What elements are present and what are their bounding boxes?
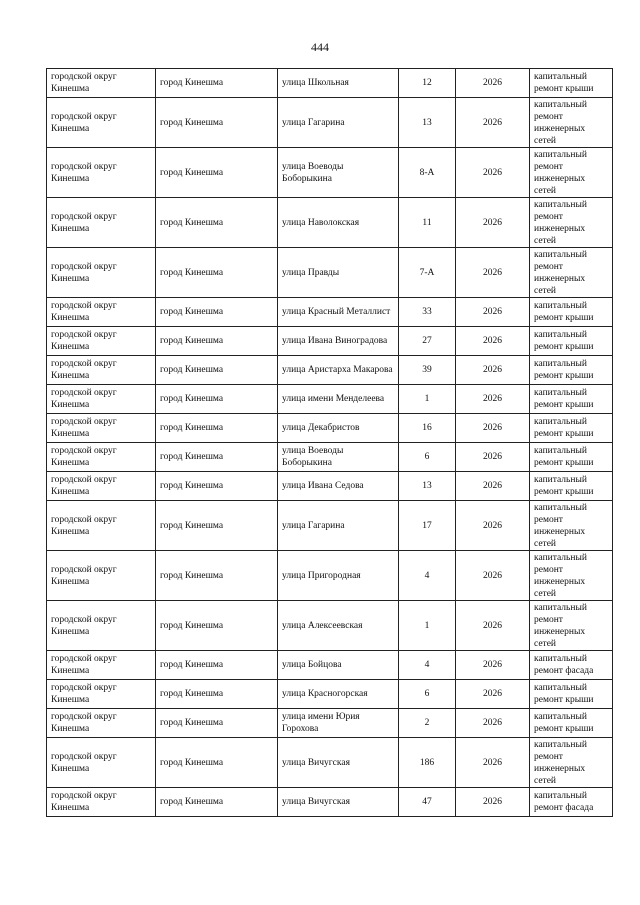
street-cell: улица имени Юрия Горохова [278, 709, 399, 738]
table-row [47, 443, 613, 472]
year-cell: 2026 [456, 327, 530, 356]
table-row [47, 69, 613, 98]
year-cell: 2026 [456, 248, 530, 298]
table-row [47, 709, 613, 738]
street-cell: улица Пригородная [278, 551, 399, 601]
work-type-cell: капитальный ремонт крыши [530, 414, 613, 443]
okrug-cell: городской округ Кинешма [47, 298, 156, 327]
year-cell: 2026 [456, 298, 530, 327]
city-cell: город Кинешма [156, 472, 278, 501]
okrug-cell: городской округ Кинешма [47, 472, 156, 501]
year-cell: 2026 [456, 198, 530, 248]
house-number-cell: 1 [399, 385, 456, 414]
table-row [47, 472, 613, 501]
okrug-cell: городской округ Кинешма [47, 651, 156, 680]
work-type-cell: капитальный ремонт фасада [530, 788, 613, 817]
house-number-cell: 47 [399, 788, 456, 817]
city-cell: город Кинешма [156, 680, 278, 709]
work-type-cell: капитальный ремонт крыши [530, 709, 613, 738]
table-body [47, 69, 613, 817]
year-cell: 2026 [456, 788, 530, 817]
work-type-cell: капитальный ремонт крыши [530, 327, 613, 356]
street-cell: улица Ивана Виноградова [278, 327, 399, 356]
city-cell: город Кинешма [156, 356, 278, 385]
year-cell: 2026 [456, 680, 530, 709]
table-row [47, 651, 613, 680]
street-cell: улица Ивана Седова [278, 472, 399, 501]
street-cell: улица Школьная [278, 69, 399, 98]
city-cell: город Кинешма [156, 788, 278, 817]
house-number-cell: 6 [399, 680, 456, 709]
okrug-cell: городской округ Кинешма [47, 788, 156, 817]
city-cell: город Кинешма [156, 738, 278, 788]
street-cell: улица Красногорская [278, 680, 399, 709]
year-cell: 2026 [456, 472, 530, 501]
house-number-cell: 6 [399, 443, 456, 472]
work-type-cell: капитальный ремонт крыши [530, 69, 613, 98]
house-number-cell: 17 [399, 501, 456, 551]
house-number-cell: 39 [399, 356, 456, 385]
okrug-cell: городской округ Кинешма [47, 327, 156, 356]
year-cell: 2026 [456, 385, 530, 414]
table-row [47, 356, 613, 385]
okrug-cell: городской округ Кинешма [47, 148, 156, 198]
house-number-cell: 12 [399, 69, 456, 98]
table-row [47, 601, 613, 651]
okrug-cell: городской округ Кинешма [47, 356, 156, 385]
street-cell: улица Гагарина [278, 98, 399, 148]
work-type-cell: капитальный ремонт инженерных сетей [530, 248, 613, 298]
street-cell: улица имени Менделеева [278, 385, 399, 414]
okrug-cell: городской округ Кинешма [47, 709, 156, 738]
work-type-cell: капитальный ремонт инженерных сетей [530, 738, 613, 788]
city-cell: город Кинешма [156, 98, 278, 148]
city-cell: город Кинешма [156, 148, 278, 198]
street-cell: улица Наволокская [278, 198, 399, 248]
year-cell: 2026 [456, 356, 530, 385]
house-number-cell: 8-А [399, 148, 456, 198]
year-cell: 2026 [456, 651, 530, 680]
year-cell: 2026 [456, 443, 530, 472]
house-number-cell: 27 [399, 327, 456, 356]
work-type-cell: капитальный ремонт крыши [530, 443, 613, 472]
work-type-cell: капитальный ремонт инженерных сетей [530, 601, 613, 651]
house-number-cell: 13 [399, 98, 456, 148]
city-cell: город Кинешма [156, 385, 278, 414]
work-type-cell: капитальный ремонт крыши [530, 385, 613, 414]
house-number-cell: 13 [399, 472, 456, 501]
house-number-cell: 11 [399, 198, 456, 248]
table-row [47, 414, 613, 443]
work-type-cell: капитальный ремонт инженерных сетей [530, 551, 613, 601]
table-row [47, 98, 613, 148]
table-row [47, 501, 613, 551]
work-type-cell: капитальный ремонт инженерных сетей [530, 148, 613, 198]
house-number-cell: 4 [399, 551, 456, 601]
table-row [47, 198, 613, 248]
year-cell: 2026 [456, 709, 530, 738]
street-cell: улица Воеводы Боборыкина [278, 148, 399, 198]
year-cell: 2026 [456, 501, 530, 551]
work-type-cell: капитальный ремонт инженерных сетей [530, 501, 613, 551]
work-type-cell: капитальный ремонт крыши [530, 298, 613, 327]
table-row [47, 327, 613, 356]
year-cell: 2026 [456, 414, 530, 443]
work-type-cell: капитальный ремонт крыши [530, 472, 613, 501]
year-cell: 2026 [456, 148, 530, 198]
city-cell: город Кинешма [156, 69, 278, 98]
year-cell: 2026 [456, 551, 530, 601]
street-cell: улица Аристарха Макарова [278, 356, 399, 385]
city-cell: город Кинешма [156, 551, 278, 601]
work-type-cell: капитальный ремонт крыши [530, 356, 613, 385]
street-cell: улица Бойцова [278, 651, 399, 680]
city-cell: город Кинешма [156, 327, 278, 356]
house-number-cell: 2 [399, 709, 456, 738]
okrug-cell: городской округ Кинешма [47, 98, 156, 148]
house-number-cell: 16 [399, 414, 456, 443]
city-cell: город Кинешма [156, 601, 278, 651]
repair-schedule-table [46, 68, 613, 817]
okrug-cell: городской округ Кинешма [47, 414, 156, 443]
city-cell: город Кинешма [156, 414, 278, 443]
house-number-cell: 7-А [399, 248, 456, 298]
year-cell: 2026 [456, 601, 530, 651]
work-type-cell: капитальный ремонт фасада [530, 651, 613, 680]
city-cell: город Кинешма [156, 651, 278, 680]
year-cell: 2026 [456, 738, 530, 788]
year-cell: 2026 [456, 69, 530, 98]
street-cell: улица Декабристов [278, 414, 399, 443]
okrug-cell: городской округ Кинешма [47, 385, 156, 414]
street-cell: улица Гагарина [278, 501, 399, 551]
street-cell: улица Вичугская [278, 788, 399, 817]
table-row [47, 385, 613, 414]
work-type-cell: капитальный ремонт инженерных сетей [530, 198, 613, 248]
house-number-cell: 4 [399, 651, 456, 680]
okrug-cell: городской округ Кинешма [47, 680, 156, 709]
street-cell: улица Вичугская [278, 738, 399, 788]
street-cell: улица Правды [278, 248, 399, 298]
table-row [47, 680, 613, 709]
street-cell: улица Алексеевская [278, 601, 399, 651]
city-cell: город Кинешма [156, 501, 278, 551]
house-number-cell: 33 [399, 298, 456, 327]
work-type-cell: капитальный ремонт инженерных сетей [530, 98, 613, 148]
city-cell: город Кинешма [156, 298, 278, 327]
table-row [47, 298, 613, 327]
okrug-cell: городской округ Кинешма [47, 551, 156, 601]
okrug-cell: городской округ Кинешма [47, 69, 156, 98]
okrug-cell: городской округ Кинешма [47, 601, 156, 651]
okrug-cell: городской округ Кинешма [47, 501, 156, 551]
year-cell: 2026 [456, 98, 530, 148]
table-row [47, 248, 613, 298]
okrug-cell: городской округ Кинешма [47, 198, 156, 248]
okrug-cell: городской округ Кинешма [47, 248, 156, 298]
okrug-cell: городской округ Кинешма [47, 443, 156, 472]
house-number-cell: 1 [399, 601, 456, 651]
street-cell: улица Красный Металлист [278, 298, 399, 327]
table-row [47, 788, 613, 817]
city-cell: город Кинешма [156, 198, 278, 248]
page-number: 444 [311, 40, 329, 54]
house-number-cell: 186 [399, 738, 456, 788]
city-cell: город Кинешма [156, 248, 278, 298]
table-row [47, 148, 613, 198]
table-row [47, 551, 613, 601]
work-type-cell: капитальный ремонт крыши [530, 680, 613, 709]
okrug-cell: городской округ Кинешма [47, 738, 156, 788]
table-row [47, 738, 613, 788]
city-cell: город Кинешма [156, 709, 278, 738]
city-cell: город Кинешма [156, 443, 278, 472]
street-cell: улица Воеводы Боборыкина [278, 443, 399, 472]
